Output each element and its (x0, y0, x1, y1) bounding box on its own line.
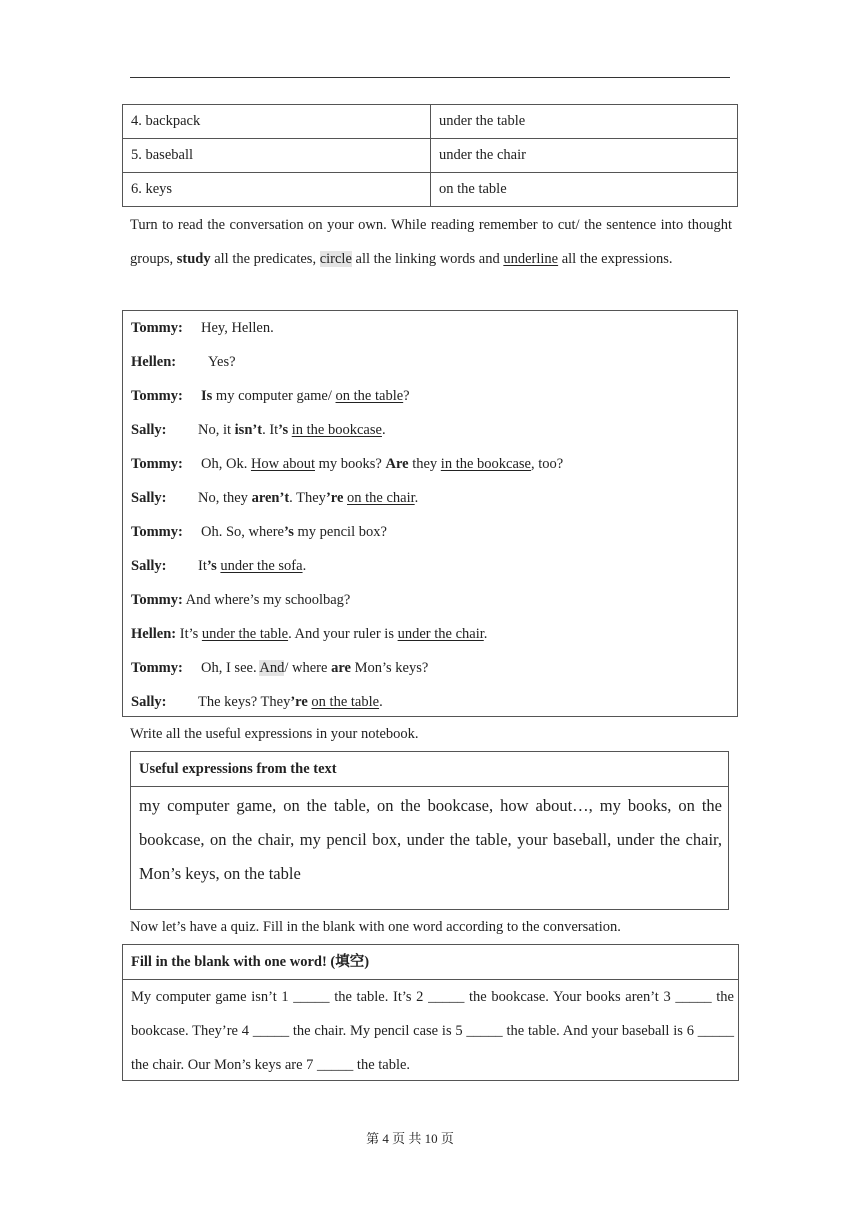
place-cell: on the table (431, 173, 738, 207)
dialog-line: Tommy: Oh. So, where’s my pencil box? (131, 524, 387, 540)
item-cell: 4. backpack (123, 105, 431, 139)
fill-blank-body: My computer game isn’t 1 _____ the table. It’s 2 _____ the bookcase. Your books aren’t 3 _____ the bookcase. They’re 4 _____ the chair. My pencil case is 5 _____ the table. And your baseball is 6 _____ the chair. Our Mon’s keys are 7 _____ the table. (131, 989, 734, 1073)
item-cell: 5. baseball (123, 139, 431, 173)
quiz-instruction: Now let’s have a quiz. Fill in the blank with one word according to the conversation. (130, 919, 621, 935)
dialog-line: Sally: No, it isn’t. It’s in the bookcase. (131, 422, 386, 438)
table-row (123, 105, 738, 139)
useful-expressions-body: my computer game, on the table, on the bookcase, how about…, my books, on the bookcase, on the chair, my pencil box, under the table, your baseball, under the chair, Mon’s keys, on the table (139, 796, 722, 883)
items-location-table (122, 104, 738, 207)
useful-expressions-box (130, 751, 729, 910)
reading-instruction: Turn to read the conversation on your own. While reading remember to cut/ the sentence into thought groups, study all the predicates, circle all the linking words and underline all the expressions. (130, 217, 732, 267)
dialog-line: Tommy: Is my computer game/ on the table? (131, 388, 410, 404)
dialog-line: Sally: The keys? They’re on the table. (131, 694, 383, 710)
place-cell: under the chair (431, 139, 738, 173)
item-cell: 6. keys (123, 173, 431, 207)
table-row (123, 139, 738, 173)
notebook-instruction: Write all the useful expressions in your notebook. (130, 726, 419, 742)
table-row (123, 173, 738, 207)
page-footer: 第 4 页 共 10 页 (366, 1131, 454, 1146)
dialog-line: Tommy: And where’s my schoolbag? (131, 592, 351, 608)
dialog-line: Sally: No, they aren’t. They’re on the chair. (131, 490, 419, 506)
header-rule (130, 77, 730, 78)
dialog-line: Tommy: Oh, I see. And/ where are Mon’s keys? (131, 660, 429, 676)
dialog-line: Sally: It’s under the sofa. (131, 558, 307, 574)
fill-blank-box (122, 944, 739, 1081)
dialog-line: Tommy: Hey, Hellen. (131, 320, 274, 336)
conversation-box (122, 310, 738, 717)
dialog-line: Tommy: Oh, Ok. How about my books? Are they in the bookcase, too? (131, 456, 564, 472)
dialog-line: Hellen: Yes? (131, 354, 236, 370)
dialog-line: Hellen: It’s under the table. And your ruler is under the chair. (131, 626, 488, 642)
useful-expressions-header: Useful expressions from the text (131, 752, 728, 787)
fill-blank-header: Fill in the blank with one word! (填空) (123, 945, 738, 980)
place-cell: under the table (431, 105, 738, 139)
